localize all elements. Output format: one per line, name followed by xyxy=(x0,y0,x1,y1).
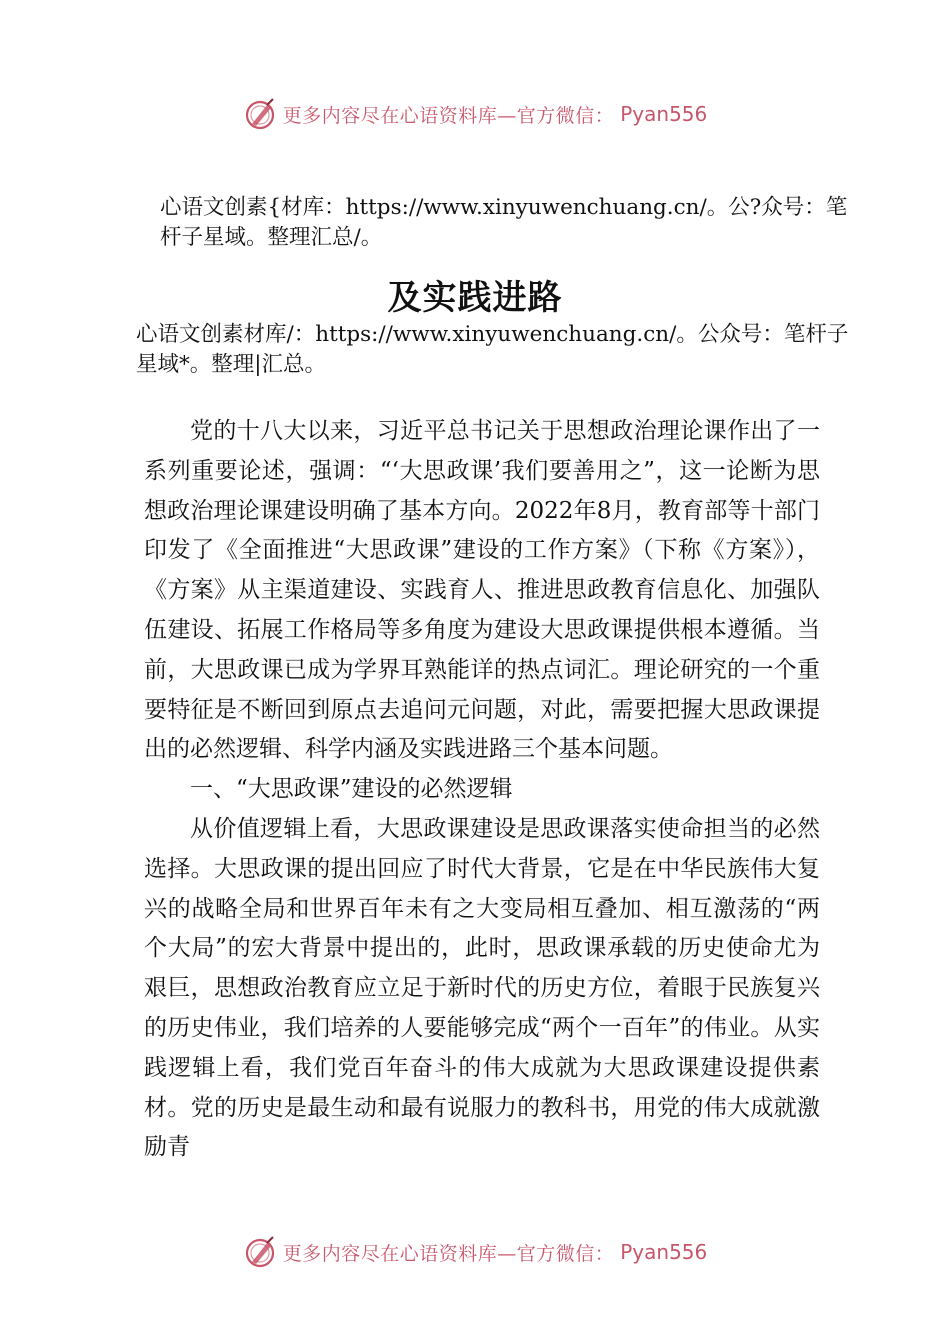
banner-text: 更多内容尽在心语资料库—官方微信： xyxy=(282,104,615,127)
document-body xyxy=(144,412,820,1168)
watermark-text-1: 心语文创素{材库：https://www.xinyuwenchuang.cn/。公?众号：笔杆子星域。整理汇总/。 xyxy=(160,195,848,250)
pen-nib-logo-icon xyxy=(243,97,277,131)
paragraph: 党的十八大以来，习近平总书记关于思想政治理论课作出了一系列重要论述，强调：“‘大思政课’我们要善用之”，这一论断为思想政治理论课建设明确了基本方向。2022年8月，教育部等十部门印发了《全面推进“大思政课”建设的工作方案》（下称《方案》），《方案》从主渠道建设、实践育人、推进思政教育信息化、加强队伍建设、拓展工作格局等多角度为建设大思政课提供根本遵循。当前，大思政课已成为学界耳熟能详的热点词汇。理论研究的一个重要特征是不断回到原点去追问元问题，对此，需要把握大思政课提出的必然逻辑、科学内涵及实践进路三个基本问题。 xyxy=(144,418,820,763)
paragraph: 从价值逻辑上看，大思政课建设是思政课落实使命担当的必然选择。大思政课的提出回应了时代大背景，它是在中华民族伟大复兴的战略全局和世界百年未有之大变局相互叠加、相互激荡的“两个大局”的宏大背景中提出的，此时，思政课承载的历史使命尤为艰巨，思想政治教育应立足于新时代的历史方位，着眼于民族复兴的历史伟业，我们培养的人要能够完成“两个一百年”的伟业。从实践逻辑上看，我们党百年奋斗的伟大成就为大思政课建设提供素材。党的历史是最生动和最有说服力的教科书，用党的伟大成就激励青 xyxy=(144,815,820,1161)
footer-banner xyxy=(0,1232,950,1272)
header-banner xyxy=(0,94,950,134)
section-heading: 一、“大思政课”建设的必然逻辑 xyxy=(190,776,513,803)
document-title: 及实践进路 xyxy=(387,278,563,318)
pen-nib-logo-icon xyxy=(243,1235,277,1269)
watermark-text-2: 心语文创素材库/：https://www.xinyuwenchuang.cn/。公众号：笔杆子星域*。整理|汇总。 xyxy=(136,322,849,377)
banner-text: 更多内容尽在心语资料库—官方微信： xyxy=(282,1242,615,1265)
banner-wechat-id: Pyan556 xyxy=(620,1240,708,1264)
banner-wechat-id: Pyan556 xyxy=(620,102,708,126)
